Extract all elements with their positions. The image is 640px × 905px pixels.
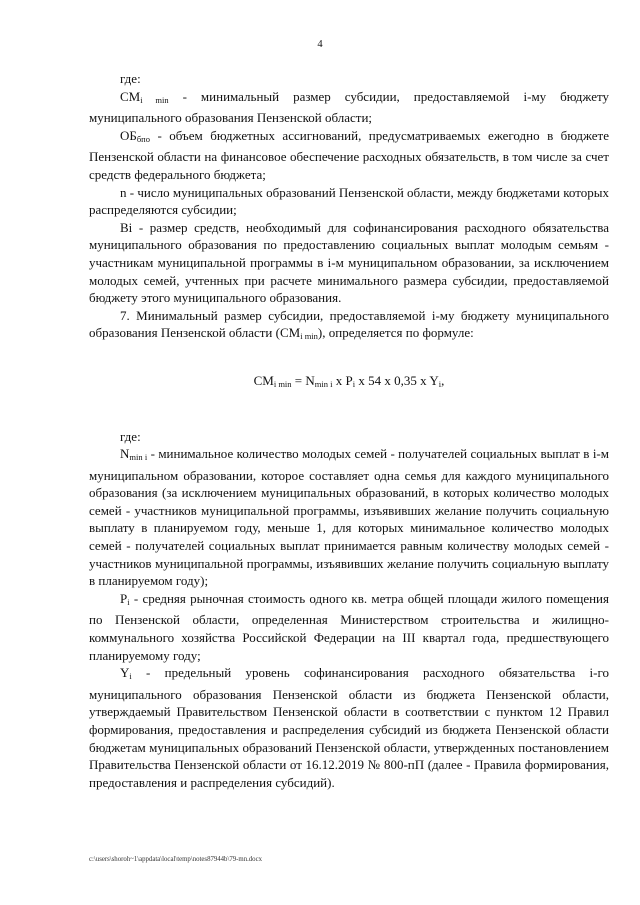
formula-p-sub: i xyxy=(352,378,356,389)
definition-ob-text: - объем бюджетных ассигнований, предусматриваемых ежегодно в бюджете Пензенской области на финансовое обеспечение расходных обязательств, в том числе за счет средств федерального бюджета; xyxy=(89,127,609,182)
paragraph-7-text-end: ), определяется по формуле: xyxy=(317,325,474,341)
definition-nmin-text: - минимальное количество молодых семей - получателей социальных выплат в i-м муниципальном образовании, которое составляет одна семья для каждого муниципального образования (за исключением муниципальных образований, в которых количество молодых семей - участников муниципальной программы, изъявивших желание получить социальную выплату в планируемом году, меньше 1, для которых минимальное количество молодых семей - получателей социальных выплат принимается равным количеству молодых семей - участников муниципальной программы, изъявивших желание получить социальную выплату в планируемом году); xyxy=(89,446,609,589)
definition-ob xyxy=(89,127,609,184)
definition-cm xyxy=(89,88,609,127)
definition-yi-text: - предельный уровень софинансирования расходного обязательства i-го муниципального образования Пензенской области из бюджета Пензенской области, утверждаемый Правительством Пензенской области в соответствии с пунктом 12 Правил формирования, предоставления и распределения субсидий из бюджета Пензенской области бюджетам муниципальных образований Пензенской области, утвержденных постановлением Правительства Пензенской области от 16.12.2019 № 800-пП (далее - Правила формирования, предоставления и распределения субсидий). xyxy=(89,665,609,790)
subscript-pi: i xyxy=(127,596,130,607)
formula-p: x P xyxy=(332,372,353,388)
paragraph-7 xyxy=(89,307,609,346)
symbol-yi: Y xyxy=(120,665,130,681)
definition-bi: Вi - размер средств, необходимый для софинансирования расходного обязательства муниципального образования по предоставлению социальных выплат молодым семьям - участникам муниципальной программы в i-м муниципальном образовании, за исключением молодых семей, учтенных при расчете минимального размера субсидии, предоставляемой бюджету этого муниципального образования. xyxy=(89,219,609,306)
footer-file-path: c:\users\shoroh~1\appdata\local\temp\notes87944b\79-mn.docx xyxy=(89,856,262,863)
paragraph-7-text: 7. Минимальный размер субсидии, предоставляемой i-му бюджету муниципального образования Пензенской области (СМ xyxy=(89,307,609,341)
subscript-nmin: min i xyxy=(129,452,148,463)
definition-n: n - число муниципальных образований Пензенской области, между бюджетами которых распределяются субсидии; xyxy=(89,184,609,218)
subscript-yi: i xyxy=(129,671,132,682)
subscript-ob: бпо xyxy=(136,133,150,144)
where-label-2: где: xyxy=(120,428,141,444)
formula-cm-sub: i min xyxy=(273,378,292,389)
document-body xyxy=(89,70,609,791)
symbol-ob: ОБ xyxy=(120,127,137,143)
formula-end: , xyxy=(441,372,445,388)
definition-pi-text: - средняя рыночная стоимость одного кв. метра общей площади жилого помещения по Пензенской области, определенная Министерством строительства и жилищно-коммунального хозяйства Российской Федерации на III квартал года, предшествующего планируемому году; xyxy=(89,590,609,663)
paragraph-7-subscript: i min xyxy=(300,331,318,342)
definition-yi xyxy=(89,664,609,791)
symbol-nmin: N xyxy=(120,446,130,462)
definition-pi xyxy=(89,590,609,664)
formula-eq: = N xyxy=(291,372,315,388)
symbol-pi: P xyxy=(120,590,128,606)
formula-cm: СМ xyxy=(253,372,274,388)
where-label-1: где: xyxy=(120,71,141,86)
formula xyxy=(89,372,609,394)
subscript-cm: i min xyxy=(140,94,169,105)
formula-n-sub: min i xyxy=(314,378,333,389)
symbol-cm: СМ xyxy=(120,88,141,104)
definition-nmin xyxy=(89,445,609,590)
formula-y-sub: i xyxy=(438,378,442,389)
page-number: 4 xyxy=(317,39,323,50)
definition-cm-text: - минимальный размер субсидии, предоставляемой i-му бюджету муниципального образования Пензенской области; xyxy=(89,88,610,126)
formula-rest: x 54 x 0,35 x Y xyxy=(355,372,439,388)
